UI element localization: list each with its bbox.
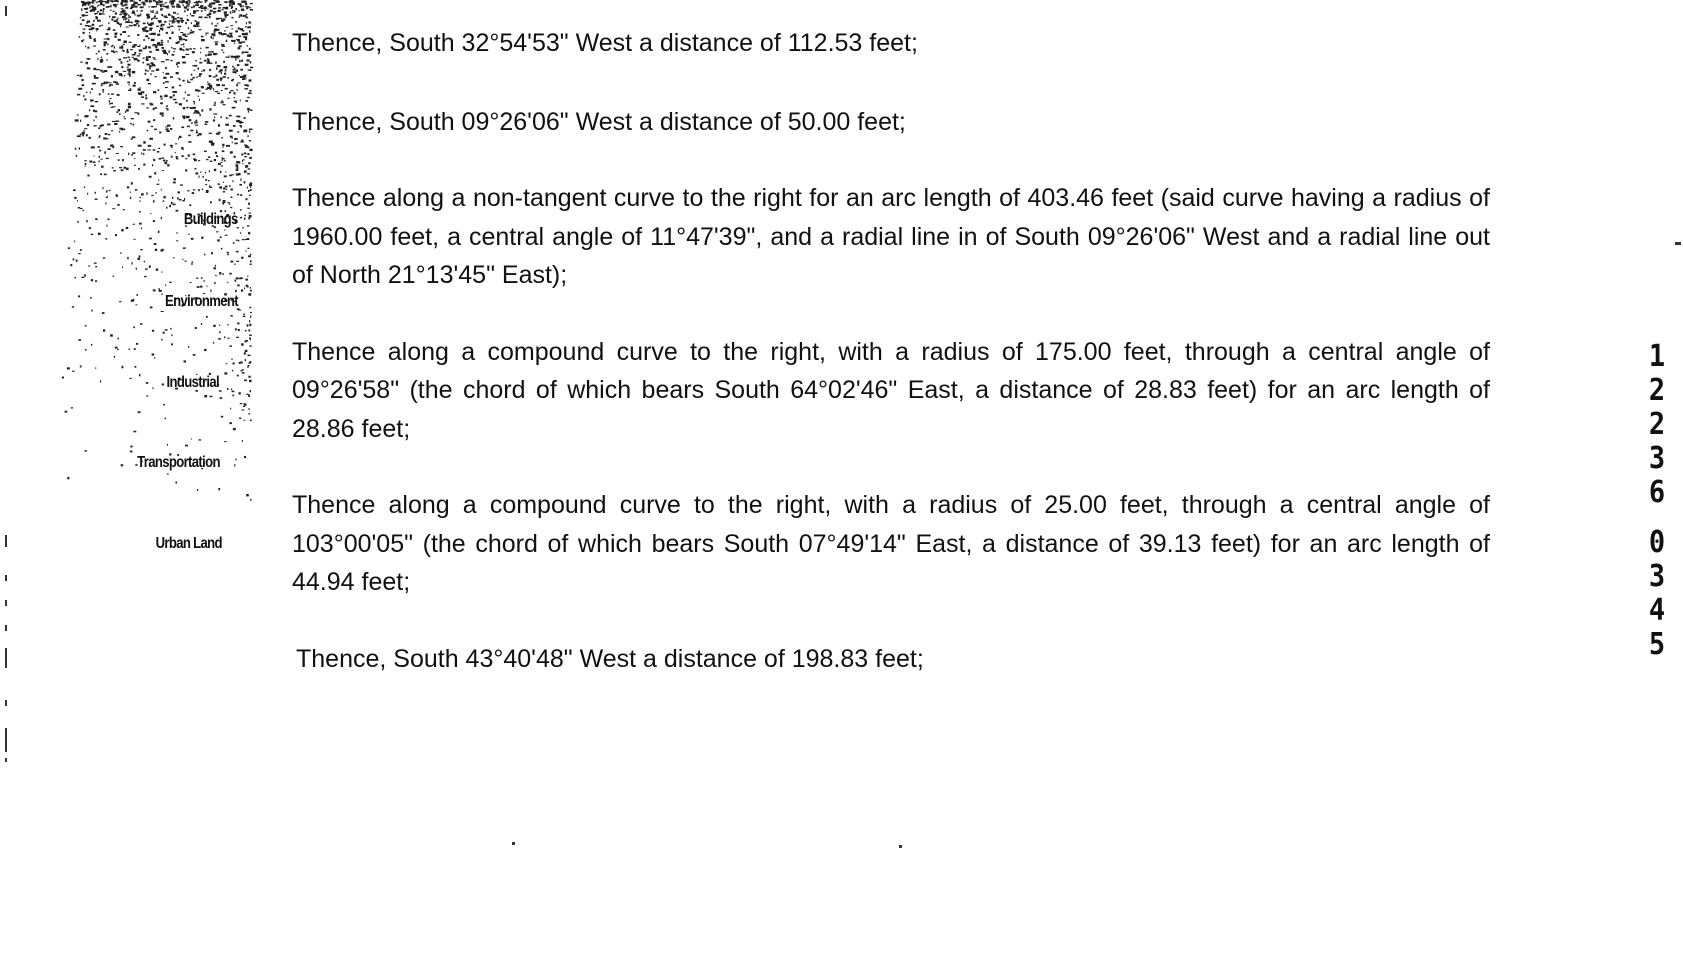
stamp-digit: 6 [1648, 475, 1666, 510]
sidebar-label-environment: Environment [165, 293, 238, 310]
stamp-digit: 3 [1648, 559, 1666, 594]
stamp-digit: 5 [1648, 627, 1666, 662]
stamp-digit: 2 [1648, 373, 1666, 408]
paragraph-course-6: Thence, South 43°40'48" West a distance of 198.83 feet; [296, 644, 924, 673]
stamp-digit: 3 [1648, 441, 1666, 476]
sidebar-label-buildings: Buildings [184, 211, 238, 228]
sidebar-label-industrial: Industrial [166, 374, 219, 391]
stamp-digit: 2 [1648, 407, 1666, 442]
paragraph-course-3: Thence along a non-tangent curve to the right for an arc length of 403.46 feet (said curve having a radius of 1960.00 feet, a central angle of 11°47'39", and a radial line in of South 09°26'06" West and a radial line out of North 21°13'45" East); [292, 184, 1490, 289]
sidebar-label-transportation: Transportation [137, 454, 220, 471]
stamp-digit: 1 [1648, 339, 1666, 374]
stamp-digit: 4 [1648, 593, 1666, 628]
paragraph-course-2: Thence, South 09°26'06" West a distance of 50.00 feet; [292, 107, 906, 136]
paragraph-course-4: Thence along a compound curve to the right, with a radius of 175.00 feet, through a central angle of 09°26'58" (the chord of which bears South 64°02'46" East, a distance of 28.83 feet) for an arc length of 28.86 feet; [292, 337, 1490, 443]
sidebar-label-urban-land: Urban Land [155, 535, 222, 552]
stamp-digit: 0 [1648, 525, 1666, 560]
document-number-stamp [1640, 340, 1674, 662]
paragraph-course-5: Thence along a compound curve to the right, with a radius of 25.00 feet, through a central angle of 103°00'05" (the chord of which bears South 07°49'14" East, a distance of 39.13 feet) for an arc length of 44.94 feet; [292, 491, 1490, 596]
speckle-texture-graphic [0, 0, 260, 520]
legal-description [292, 24, 1490, 678]
sidebar-branding [0, 0, 260, 560]
paragraph-course-1: Thence, South 32°54'53" West a distance of 112.53 feet; [292, 29, 918, 57]
